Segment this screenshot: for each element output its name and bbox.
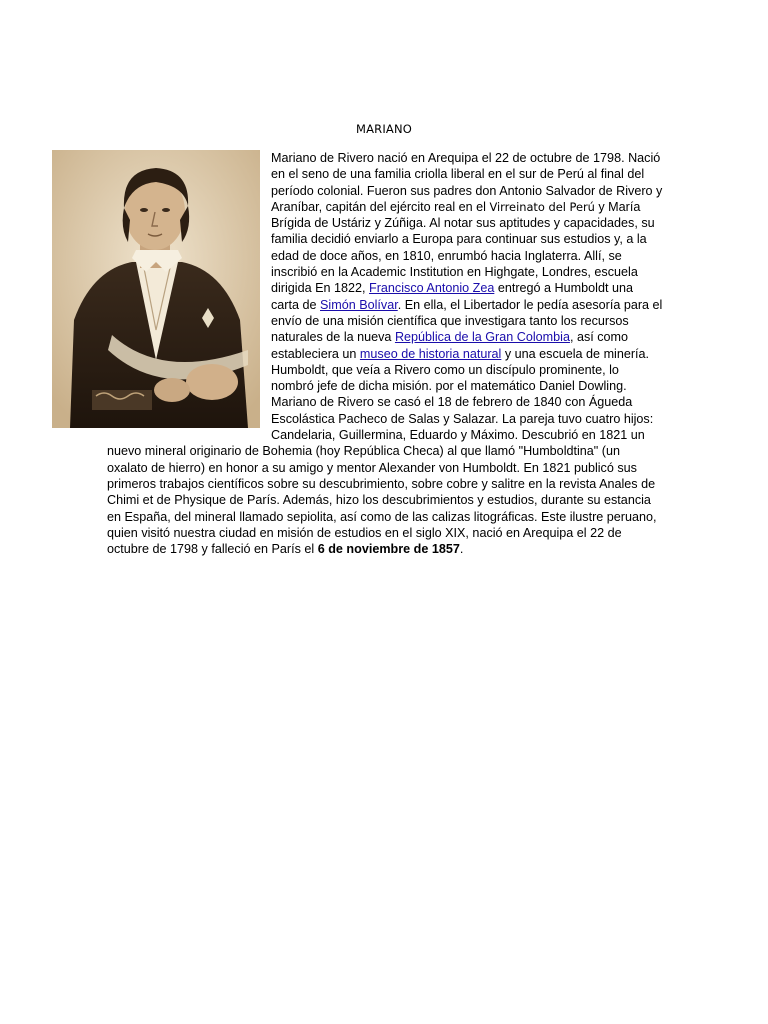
portrait-image [52,150,260,428]
link-museo-historia-natural[interactable]: museo de historia natural [359,346,502,361]
document-body [107,150,663,557]
text-segment-virreinato: Virreinato del Perú [489,199,595,214]
text-segment: entregó a Humboldt una carta de [271,281,633,312]
text-segment: y una escuela de minería. Humboldt, que veía a Rivero como un discípulo prominente, lo nombró jefe de dicha misión. por el matemático Daniel Dowling. Mariano de Rivero se casó el 18 de febrero de 1840 con Águeda Escolástica Pacheco de Salas y Salazar. La pareja tuvo cuatro hijos: Candelaria, Guillermina, Eduardo y Máximo. Descubrió en 1821 un nuevo mineral originario de Bohemia (hoy República Checa) al que llamó "Humboldtina" (un oxalato de hierro) en honor a su amigo y mentor Alexander von Humboldt. En 1821 publicó sus primeros trabajos científicos sobre su descubrimiento, sobre cobre y salitre en la revista Anales de Chimi et de Physique de París. Además, hizo los descubrimientos y estudios, durante su estancia en España, del mineral llamado sepiolita, así como de las calizas litográficas. Este ilustre peruano, quien visitó nuestra ciudad en misión de estudios en el siglo XIX, nació en Arequipa el 22 de octubre de 1798 y falleció en París el [107,346,657,557]
bold-death-date: 6 de noviembre de 1857 [317,542,460,557]
link-republica-gran-colombia[interactable]: República de la Gran Colombia [394,330,570,345]
link-simon-bolivar[interactable]: Simón Bolívar [320,297,398,312]
text-segment: y María Brígida de Ustáriz y Zúñiga. Al notar sus aptitudes y capacidades, su familia decidió enviarlo a Europa para continuar sus estudios y, a la edad de doce años, en 1810, enrumbó hacia Inglaterra. Allí, se inscribió en la Academic Institution en Highgate, Londres, escuela dirigida En 1822, [271,199,655,296]
text-segment: , así como estableciera un [271,330,629,361]
text-segment: Mariano de Rivero nació en Arequipa el 22 de octubre de 1798. Nació en el seno de una familia criolla liberal en el sur de Perú al final del período colonial. Fueron sus padres don Antonio Salvador de Rivero y Araníbar, capitán del ejército real en el [271,151,663,214]
portrait-engraving-icon [52,150,260,428]
text-segment: . En ella, el Libertador le pedía asesoría para el envío de una misión científica que investigara tanto los recursos naturales de la nueva [271,297,663,345]
text-segment: . [459,542,464,557]
page-title: MARIANO [355,122,413,136]
link-francisco-antonio-zea[interactable]: Francisco Antonio Zea [369,281,495,296]
